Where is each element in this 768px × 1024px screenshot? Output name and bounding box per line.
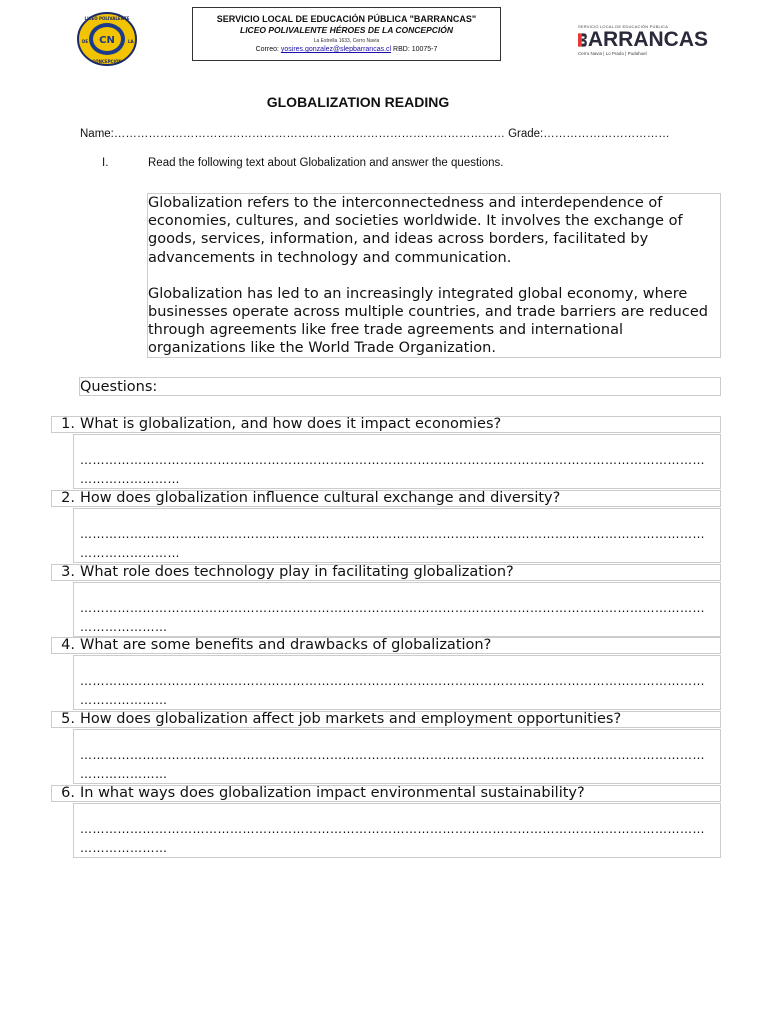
questions-header: Questions: (79, 377, 721, 396)
question-row (51, 637, 721, 654)
barrancas-logo (578, 24, 708, 56)
answer-field[interactable]: …………………………………………………………………………………………………………………………………… ………………… (73, 655, 721, 710)
question-text: How does globalization affect job markets and employment opportunities? (80, 711, 622, 727)
brand-top-text: SERVICIO LOCAL DE EDUCACIÓN PÚBLICA (578, 24, 669, 29)
svg-text:CN: CN (99, 35, 115, 46)
header-school-name: LICEO POLIVALENTE HÉROES DE LA CONCEPCIÓN (240, 25, 453, 35)
answer-field[interactable]: …………………………………………………………………………………………………………………………………… ………………… (73, 582, 721, 637)
header-service-name: SERVICIO LOCAL DE EDUCACIÓN PÚBLICA "BARRANCAS" (216, 14, 477, 24)
brand-subtitle: Cerro Navia | Lo Prado | Pudahuel (578, 51, 647, 56)
question-number: 6. (61, 785, 75, 801)
question-row (51, 564, 721, 581)
question-number: 1. (61, 416, 75, 432)
question-row (51, 785, 721, 802)
logo-bottom-text: CONCEPCIÓN (92, 59, 122, 64)
answer-field[interactable]: …………………………………………………………………………………………………………………………………… …………………… (73, 508, 721, 563)
reading-paragraph: Globalization refers to the interconnectedness and interdependence of economies, cultures, and societies worldwide. It involves the exchange of goods, services, information, and ideas across borders, facilitated by advancements in technology and communication. (148, 195, 683, 266)
brand-b-icon (578, 31, 587, 49)
reading-passage (147, 193, 721, 358)
answer-field[interactable]: …………………………………………………………………………………………………………………………………… ………………… (73, 803, 721, 858)
header-box (192, 7, 501, 61)
question-number: 5. (61, 711, 75, 727)
header-contact: Correo: yosires.gonzalez@slepbarrancas.cl RBD: 10075-7 (255, 46, 438, 53)
brand-name: ARRANCAS (587, 28, 708, 51)
question-text: How does globalization influence cultural exchange and diversity? (80, 490, 561, 506)
question-row (51, 416, 721, 433)
svg-text:LA: LA (128, 39, 134, 44)
page-title: GLOBALIZATION READING (266, 94, 450, 110)
question-text: What are some benefits and drawbacks of globalization? (80, 637, 492, 653)
instruction-text: Read the following text about Globalization and answer the questions. (148, 157, 504, 169)
question-number: 3. (61, 564, 75, 580)
question-row (51, 490, 721, 507)
question-text: In what ways does globalization impact environmental sustainability? (80, 785, 585, 801)
email-link[interactable]: yosires.gonzalez@slepbarrancas.cl (280, 46, 392, 53)
header-address: La Estrella 1633, Cerro Navia (313, 38, 380, 44)
question-text: What role does technology play in facilitating globalization? (80, 564, 514, 580)
instruction-number: I. (102, 157, 109, 169)
answer-field[interactable]: …………………………………………………………………………………………………………………………………… ………………… (73, 729, 721, 784)
reading-paragraph: Globalization has led to an increasingly integrated global economy, where businesses operate across multiple countries, and trade barriers are reduced through agreements like free trade agreements and international organizations like the World Trade Organization. (148, 285, 708, 357)
svg-text:DE: DE (82, 39, 89, 44)
question-number: 2. (61, 490, 75, 506)
question-text: What is globalization, and how does it impact economies? (80, 416, 502, 432)
school-logo (76, 11, 138, 67)
answer-field[interactable]: …………………………………………………………………………………………………………………………………… …………………… (73, 434, 721, 489)
question-number: 4. (61, 637, 75, 653)
question-row (51, 711, 721, 728)
logo-top-text: LICEO POLIVALENTE (84, 16, 130, 21)
name-grade-row: Name:………………………………………………………………………………………… Grade:…………………………… (80, 128, 670, 140)
